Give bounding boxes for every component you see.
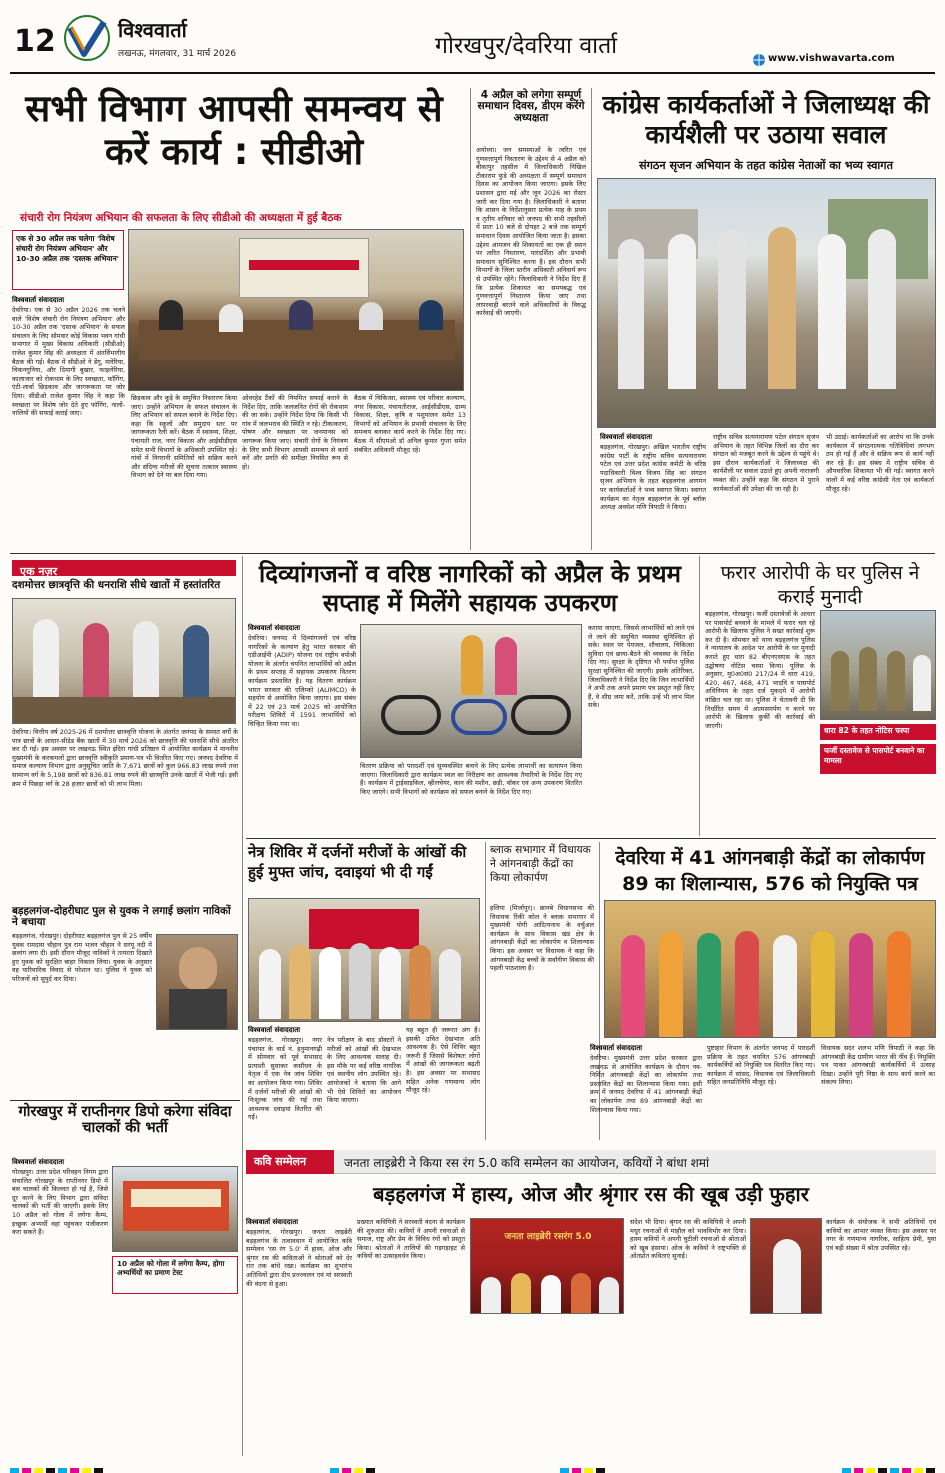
munadi-headline: फरार आरोपी के घर पुलिस ने कराई मुनादी — [720, 562, 920, 608]
divider — [242, 556, 243, 1456]
ek-nazar-text: एक नज़र — [20, 565, 58, 578]
kavi-tag — [246, 1150, 334, 1174]
page-number: 12 — [14, 24, 56, 59]
color-bar-mid — [330, 1468, 605, 1473]
scholarship-photo — [12, 598, 236, 724]
cdo-col3: ओवरहेड टैंकों की नियमित सफाई कराने के निर्देश दिए, ताकि जलजनित रोगों की रोकथाम की जा सके। उन्होंने निर्देश दिया कि किसी भी गांव में जलभराव की स्थिति न रहे। टीकाकरण, पोषण और स्वच्छता पर जनमानस को जागरूक किया जाए। संचारी रोगों के नियंत्रण के लिए सभी विभाग आपसी समन्वय से कार्य करें और प्रगति की समीक्षा नियमित रूप से हो। — [242, 394, 348, 471]
munadi-box1 — [820, 724, 936, 740]
divyang-col3: कराया जाएगा, जिससे लाभार्थियों को लाने एवं ले जाने की समुचित व्यवस्था सुनिश्चित हो सके। स्थल पर पेयजल, शौचालय, चिकित्सा सुविधा एवं छाया-बैठने की व्यवस्था के निर्देश दिए गए। सुरक्षा के दृष्टिगत भी पर्याप्त पुलिस सुरक्षा सुनिश्चित की जाएगी। इसके अतिरिक्त, जिलाधिकारी ने निर्देश दिए कि जिन लाभार्थियों ने अभी तक अपने प्रमाण पत्र प्रस्तुत नहीं किए हैं, वे शीघ्र जमा करें, ताकि उन्हें भी लाभ मिल सके। — [588, 624, 694, 710]
congress-headline: कांग्रेस कार्यकर्ताओं ने जिलाध्यक्ष की कार्यशैली पर उठाया सवाल — [602, 90, 930, 149]
website[interactable]: www.vishwavarta.com — [768, 53, 895, 64]
anganwadi-deoria-col2: पुष्टाहार विभाग के अंतर्गत जनपद में पारदर्शी प्रक्रिया के तहत चयनित 576 आंगनबाड़ी कार्यकर्त्रियों को नियुक्ति पत्र वितरित किए गए। कार्यक्रम में सांसद, विधायक एवं जिलाधिकारी सहित जनप्रतिनिधि मौजूद रहे। — [707, 1044, 815, 1087]
section-title: गोरखपुर/देवरिया वार्ता — [435, 33, 618, 59]
congress-byline: विश्ववार्ता संवाददाता — [600, 433, 653, 441]
depot-box — [112, 1256, 238, 1294]
depot-photo — [112, 1166, 238, 1252]
divyang-col1: देवरिया। जनपद में दिव्यांगजनों एवं वरिष्ठ नागरिकों के कल्याण हेतु भारत सरकार की एडीआईपी (ADIP) योजना एवं राष्ट्रीय वयोश्री योजना के अंतर्गत चयनित लाभार्थियों को अप्रैल के प्रथम सप्ताह में सहायक उपकरण वितरण कार्यक्रम प्रस्तावित है। यह वितरण कार्यक्रम भारत सरकार की एलिम्को (ALIMCO) के सहयोग से आयोजित किया जाएगा। इस संबंध में 22 एवं 23 मार्च 2025 को आयोजित परीक्षण शिविरों में 1591 लाभार्थियों को चिन्हित किया गया था। — [248, 634, 356, 728]
anganwadi-deoria-byline: विश्ववार्ता संवाददाता — [590, 1044, 643, 1052]
munadi-box1-text: धारा 82 के तहत नोटिस चस्पा — [824, 726, 910, 735]
depot-text: गोरखपुर। उत्तर प्रदेश परिवहन निगम द्वारा संचालित गोरखपुर के राप्तीनगर डिपो में बस चालकों की किल्लत हो गई है, जिसे दूर करने के लिए विभाग द्वारा संविदा चालकों की भर्ती की जाएगी। इसके लिए 10 अप्रैल को गोला में लगेगा कैम्प, इच्छुक अभ्यर्थी वहां पहुंचकर पंजीकरण करा सकते हैं। — [12, 1168, 108, 1237]
congress-photo — [597, 178, 936, 428]
kavi-banner-text: जनता लाइब्रेरी रसरंग 5.0 — [504, 1232, 592, 1242]
paper-name: विश्ववार्ता — [118, 18, 187, 42]
divider — [591, 88, 592, 550]
munadi-box2-text: फर्जी दस्तावेज से पासपोर्ट बनवाने का मामला — [824, 746, 925, 765]
cdo-box-text: एक से 30 अप्रैल तक चलेगा 'विशेष संचारी रोग नियंत्रण अभियान' और 10-30 अप्रैल तक 'दस्तक अभियान' — [16, 234, 119, 263]
munadi-photo — [820, 610, 936, 720]
cdo-subhead: संचारी रोग नियंत्रण अभियान की सफलता के लिए सीडीओ की अध्यक्षता में हुई बैठक — [20, 212, 342, 224]
ek-nazar-label — [12, 560, 236, 576]
kavi-photo — [470, 1218, 624, 1314]
eye-byline: विश्ववार्ता संवाददाता — [248, 1026, 301, 1034]
congress-col2: राष्ट्रीय सचिव सत्यनारायण पटेल संगठन सृजन अभियान के तहत विभिन्न जिलों का दौरा कर संगठन को मजबूत करने के उद्देश्य से पहुंचे थे। इस दौरान कार्यकर्ताओं ने जिलाध्यक्ष की कार्यशैली पर सवाल उठाते हुए अपनी नाराजगी व्यक्त की। उन्होंने कहा कि संगठन में पुराने कार्यकर्ताओं की उपेक्षा की जा रही है। — [713, 433, 819, 493]
kavi-col1: बड़हलगंज, गोरखपुर। जनता लाइब्रेरी बड़हलगंज के तत्वावधान में आयोजित कवि सम्मेलन 'रस रंग 5.0' में हास्य, ओज और श्रृंगार रस की कविताओं ने श्रोताओं को देर रात तक बांधे रखा। कार्यक्रम का शुभारंभ अतिथियों द्वारा दीप प्रज्ज्वलन एवं मां सरस्वती की वंदना से हुआ। — [246, 1228, 352, 1288]
divider — [246, 838, 936, 839]
munadi-text: बड़हलगंज, गोरखपुर। फर्जी दस्तावेजों के आधार पर पासपोर्ट बनवाने के मामले में फरार चल रहे आरोपी के खिलाफ पुलिस ने सख्त कार्रवाई शुरू कर दी है। सोमवार को थाना बड़हलगंज पुलिस ने न्यायालय के आदेश पर आरोपी के घर मुनादी कराते हुए धारा 82 बीएनएसएस के तहत उद्घोषणा नोटिस चस्पा किया। पुलिस के अनुसार, मु0अ0सं0 217/24 में धारा 419, 420, 467, 468, 471 भादवि व पासपोर्ट अधिनियम के तहत दर्ज मुकदमे में आरोपी वांछित चल रहा था। पुलिस ने चेतावनी दी कि निर्धारित समय में आत्मसमर्पण न करने पर आरोपी के खिलाफ कुर्की की कार्रवाई की जाएगी। — [705, 610, 815, 730]
bridge-headline: बड़हलगंज-दोहरीघाट पुल से युवक ने लगाई छलांग नाविकों ने बचाया — [12, 905, 231, 929]
anganwadi-block-text: हलिया (मिर्जापुर)। छानबे विधानसभा की विधायक रिंकी कोल ने ब्लाक सभागार में मुख्यमंत्री योगी आदित्यनाथ के वर्चुअल कार्यक्रम के साथ विकास खंड क्षेत्र के आंगनबाड़ी केंद्रों का लोकार्पण व शिलान्यास किया। इस अवसर पर विधायक ने कहा कि आंगनबाड़ी केंद्र बच्चों के सर्वांगीण विकास की पहली पाठशाला है। — [490, 904, 594, 973]
cdo-col2: छिड़काव और कूड़े के समुचित निस्तारण किया जाए। उन्होंने अभियान के सफल संचालन के लिए अभियान को सफल बनाने के निर्देश दिए। कहा कि स्कूलों और समुदाय स्तर पर जागरूकता रैली करें। बैठक में स्वास्थ्य, शिक्षा, पंचायती राज, नगर विकास और आईसीडीएस समेत सभी विभागों के अधिकारी उपस्थित रहे। गांवों में निगरानी समितियों को सक्रिय करने और संदिग्ध मरीजों की सूचना तत्काल स्वास्थ्य विभाग को देने पर बल दिया गया। — [131, 394, 237, 480]
anganwadi-block-headline: ब्लाक सभागार में विधायक ने आंगनबाड़ी केंद्रों का किया लोकार्पण — [490, 844, 591, 884]
cdo-meeting-photo — [128, 229, 464, 391]
divyang-col2: वितरण प्रक्रिया को पारदर्शी एवं सुव्यवस्थित बनाने के लिए प्रत्येक लाभार्थी का सत्यापन किया जाएगा। जिलाधिकारी द्वारा कार्यक्रम स्थल का निरीक्षण कर आवश्यक तैयारियों के निर्देश दिए गए हैं। कार्यक्रम में ट्राईसाइकिल, व्हीलचेयर, कान की मशीन, छड़ी, वॉकर एवं अन्य उपकरण वितरित किए जाएंगे। सभी विभागों को कार्यक्रम को सफल बनाने के निर्देश दिए गए। — [360, 762, 582, 796]
color-bar-right — [842, 1468, 935, 1473]
divyang-headline: दिव्यांगजनों व वरिष्ठ नागरिकों को अप्रैल के प्रथम सप्ताह में मिलेंगे सहायक उपकरण — [259, 560, 681, 617]
scholarship-text: देवरिया। वित्तीय वर्ष 2025-26 में दशमोत्तर छात्रवृत्ति योजना के अंतर्गत जनपद के समस्त वर्गों के पात्र छात्रों के आधार-सीडेड बैंक खातों में 30 मार्च 2026 को छात्रवृत्ति की धनराशि सीधे अंतरित कर दी गई। इस अवसर पर लखनऊ स्थित इंदिरा गांधी प्रतिष्ठान में आयोजित कार्यक्रम में माननीय मुख्यमंत्री के करकमलों द्वारा छात्रवृत्ति स्वीकृति प्रमाण-पत्र भी वितरित किए गए। जनपद देवरिया में समाज कल्याण विभाग द्वारा अनुसूचित जाति के 7,671 छात्रों को कुल 966.83 लाख रुपये तथा सामान्य वर्ग के 5,198 छात्रों को 836.81 लाख रुपये की छात्रवृत्ति उनके खातों में भेजी गई। इसी क्रम में पिछड़ा वर्ग के 28 हजार छात्रों को भी लाभ मिला। — [12, 728, 238, 788]
logo — [62, 14, 112, 62]
divider — [10, 1100, 240, 1101]
munadi-box2 — [820, 744, 936, 774]
kavi-byline: विश्ववार्ता संवाददाता — [246, 1218, 299, 1226]
kavi-headline: बड़हलगंज में हास्य, ओज और श्रृंगार रस की खूब उड़ी फुहार — [373, 1182, 809, 1206]
eye-col1: बड़हलगंज, गोरखपुर। नगर पंचायत के वार्ड नं. हनुमानगढ़ी में सोमवार को पूर्व सभासद प्रत्याशी सुधाकर कसौधन के नेतृत्व में एक नेत्र जांच शिविर का आयोजन किया गया। शिविर में दर्जनों मरीजों की आंखों की निःशुल्क जांच की गई तथा आवश्यक दवाइयां वितरित की गईं। — [248, 1036, 322, 1122]
bridge-photo — [156, 934, 238, 1030]
kavi-photo-2 — [750, 1218, 822, 1314]
depot-headline: गोरखपुर में राप्तीनगर डिपो करेगा संविदा चालकों की भर्ती — [18, 1103, 232, 1136]
scholarship-headline: दशमोत्तर छात्रवृत्ति की धनराशि सीधे खातों में हस्तांतरित — [12, 579, 221, 591]
anganwadi-deoria-headline: देवरिया में 41 आंगनबाड़ी केंद्रों का लोकार्पण 89 का शिलान्यास, 576 को नियुक्ति पत्र — [615, 847, 925, 895]
anganwadi-deoria-col1: देवरिया। मुख्यमंत्री उत्तर प्रदेश सरकार द्वारा लखनऊ से आयोजित कार्यक्रम के दौरान नव-निर्मित आंगनबाड़ी केंद्रों का लोकार्पण तथा प्रस्तावित केंद्रों का शिलान्यास किया गया। इसी क्रम में जनपद देवरिया में 41 आंगनबाड़ी केंद्रों का लोकार्पण तथा 89 आंगनबाड़ी केंद्रों का शिलान्यास किया गया। — [590, 1054, 702, 1114]
color-bar-left — [10, 1468, 103, 1473]
kavi-kicker-text: जनता लाइब्रेरी ने किया रस रंग 5.0 कवि सम्मेलन का आयोजन, कवियों ने बांधा शमां — [344, 1156, 710, 1170]
cdo-byline: विश्ववार्ता संवाददाता — [12, 296, 65, 304]
cdo-col4: बैठक में चिकित्सा, स्वास्थ्य एवं परिवार कल्याण, नगर विकास, पंचायतीराज, आईसीडीएस, ग्राम्य विकास, शिक्षा, कृषि व पशुपालन समेत 13 विभागों को अभियान के प्रभावी संचालन के लिए समन्वय बनाकर कार्य करने के निर्देश दिए गए। बैठक में सीएमओ डॉ अनिल कुमार गुप्ता समेत संबंधित अधिकारी मौजूद रहे। — [354, 394, 466, 454]
anganwadi-deoria-col3: विधायक सदर शलभ मणि त्रिपाठी ने कहा कि आंगनबाड़ी केंद्र ग्रामीण भारत की नींव हैं। नियुक्ति पत्र पाकर आंगनबाड़ी कार्यकर्त्रियों में उत्साह दिखा। उन्होंने पूरी निष्ठा के साथ कार्य करने का संकल्प लिया। — [821, 1044, 935, 1087]
kavi-tag-text: कवि सम्मेलन — [254, 1155, 307, 1168]
masthead-rule — [10, 72, 935, 74]
divider — [470, 88, 471, 550]
congress-subhead: संगठन सृजन अभियान के तहत कांग्रेस नेताओं का भव्य स्वागत — [639, 159, 893, 172]
divyang-photo — [360, 624, 582, 758]
kavi-col3: संदेश भी दिया। श्रृंगार रस की कवियित्री ने अपनी मधुर रचनाओं से माहौल को भावविभोर कर दिया। हास्य कवियों ने अपनी चुटीली रचनाओं से श्रोताओं को खूब हंसाया। ओज के कवियों ने राष्ट्रभक्ति से ओतप्रोत कविताएं सुनाईं। — [630, 1218, 746, 1261]
cdo-col1: देवरिया। एक से 30 अप्रैल 2026 तक चलने वाले 'विशेष संचारी रोग नियंत्रण अभियान' और 10-30 अप्रैल तक 'दस्तक अभियान' के सफल संचालन के लिए सोमवार कोई विकास भवन गांधी सभागार में मुख्य विकास अधिकारी (सीडीओ) राजेश कुमार सिंह की अध्यक्षता में अंतर्विभागीय बैठक की गई। बैठक में सीडीओ ने डेंगू, मलेरिया, चिकनगुनिया, और दिमागी बुखार, फाइलेरिया, कालाजार को रोकथाम के लिए स्वच्छता, फॉगिंग, एंटी-लार्वा छिड़काव और जागरूकता पर जोर दिया। सीडीओ राजेश कुमार सिंह ने कहा कि स्वच्छता पर विशेष जोर देते हुए फॉगिंग, नालों-नालियों की सफाई कराई जाए। — [12, 306, 125, 418]
web-icon — [752, 52, 766, 66]
depot-byline: विश्ववार्ता संवाददाता — [12, 1158, 65, 1166]
logo-icon — [62, 14, 112, 62]
samadhan-text: अयोध्या। जन समस्याओं के त्वरित एवं गुणवत्तापूर्ण निस्तारण के उद्देश्य से 4 अप्रैल को बीकापुर तहसील में जिलाधिकारी निखिल टीकाराम फुंडे की अध्यक्षता में सम्पूर्ण समाधान दिवस का आयोजन किया जाएगा। इसके लिए प्रशासन द्वारा मई और जून 2026 का रोस्टर जारी कर दिया गया है। जिलाधिकारी ने बताया कि शासन के निर्देशानुसार प्रत्येक माह के प्रथम व तृतीय शनिवार को जनपद की सभी तहसीलों में प्रातः 10 बजे से दोपहर 2 बजे तक सम्पूर्ण समाधान दिवस आयोजित किया जाता है। इसका उद्देश्य आमजन की शिकायतों का एक ही स्थान पर त्वरित निस्तारण, पारदर्शिता और प्रभावी समाधान सुनिश्चित करना है। इस दौरान सभी विभागों के जिला स्तरीय अधिकारी अनिवार्य रूप से उपस्थित रहेंगे। जिलाधिकारी ने निर्देश दिए हैं कि प्रत्येक शिकायत का समयबद्ध एवं गुणवत्तापूर्ण निस्तारण किया जाए तथा लापरवाही बरतने वाले अधिकारियों के विरुद्ध कार्रवाई की जाएगी। — [476, 146, 586, 318]
dateline: लखनऊ, मंगलवार, 31 मार्च 2026 — [118, 49, 237, 59]
anganwadi-deoria-photo — [604, 900, 936, 1038]
kavi-kicker — [334, 1150, 936, 1174]
masthead — [0, 0, 945, 78]
eye-col3: यह बहुत ही जरूरत अंग है। इसकी उचित देखभाल अति आवश्यक है। ऐसे शिविर बहुत जरूरी हैं जिससे बिशेषतः लोगों में आंखों की जागरूकता बढ़ती है। इस अवसर पर सभासद सहित अनेक गणमान्य लोग मौजूद रहे। — [406, 1026, 480, 1095]
cdo-box — [12, 230, 124, 290]
cdo-headline: सभी विभाग आपसी समन्वय से करें कार्य : सीडीओ — [25, 87, 443, 173]
eye-photo — [248, 898, 480, 1022]
congress-col3: भी उठाई। कार्यकर्ताओं का आरोप था कि उनके कार्यकाल में संगठनात्मक गतिविधियां लगभग ठप हो गई हैं और वे सक्रिय रूप से कार्य नहीं कर रहे हैं। इस संबंध में राष्ट्रीय सचिव से औपचारिक शिकायत भी की गई। स्वागत करने वालों में कई वरिष्ठ कांग्रेसी नेता एवं कार्यकर्ता मौजूद रहे। — [826, 433, 934, 493]
depot-box-text: 10 अप्रैल को गोला में लगेगा कैम्प, होगा अभ्यर्थियों का प्रमाण टेस्ट — [117, 1259, 225, 1278]
divider — [699, 556, 700, 836]
kavi-col4: कार्यक्रम के संयोजक ने सभी अतिथियों एवं कवियों का आभार व्यक्त किया। इस अवसर पर नगर के गणमान्य नागरिक, साहित्य प्रेमी, युवा एवं बड़ी संख्या में श्रोता उपस्थित रहे। — [826, 1218, 936, 1252]
divider — [10, 553, 935, 554]
divyang-byline: विश्ववार्ता संवाददाता — [248, 624, 301, 632]
eye-headline: नेत्र शिविर में दर्जनों मरीजों के आंखों की हुई मुफ्त जांच, दवाइयां भी दी गईं — [248, 843, 467, 881]
eye-col2: नेत्र परीक्षण के बाद डॉक्टरों ने मरीजों को आंखों की देखभाल के लिए आवश्यक सलाह दी। इस मौके पर कई वरिष्ठ नागरिक एवं स्थानीय लोग उपस्थित रहे। आयोजकों ने बताया कि आगे भी ऐसे शिविरों का आयोजन किया जाएगा। — [327, 1036, 401, 1105]
samadhan-headline: 4 अप्रैल को लगेगा सम्पूर्ण समाधान दिवस, डीएम करेंगे अध्यक्षता — [477, 89, 585, 124]
congress-col1: बड़हलगंज, गोरखपुर। अखिल भारतीय राष्ट्रीय कांग्रेस पार्टी के राष्ट्रीय सचिव सत्यनारायण पटेल एवं उत्तर प्रदेश कांग्रेस कमेटी के वरिष्ठ पदाधिकारी विश्व विजय सिंह का संगठन सृजन अभियान के तहत बड़हलगंज आगमन पर कार्यकर्ताओं ने भव्य स्वागत किया। स्वागत कार्यक्रम का नेतृत्व बड़हलगंज के पूर्व ब्लॉक अध्यक्ष अवधेश मणि त्रिपाठी ने किया। — [600, 443, 706, 512]
divider — [485, 842, 486, 1140]
bridge-text: बड़हलगंज, गोरखपुर। दोहरीघाट बड़हलगंज पुल से 25 वर्षीय युवक रामदास चौहान पुत्र राम भजन चौहान ने सरयू नदी में छलांग लगा दी। इसी दौरान मौजूद नाविकों ने तत्परता दिखाते हुए युवक को सुरक्षित बाहर निकाल लिया। युवक के अनुसार वह पारिवारिक विवाद से परेशान था। पुलिस ने युवक को परिजनों को सुपुर्द कर दिया। — [12, 932, 152, 983]
kavi-col2: प्रख्यात कवियित्री ने सरस्वती वंदना से कार्यक्रम की शुरुआत की। कवियों ने अपनी रचनाओं से समाज, राष्ट्र और प्रेम के विविध रंगों को प्रस्तुत किया। श्रोताओं ने तालियों की गड़गड़ाहट से कवियों का उत्साहवर्धन किया। — [357, 1218, 465, 1261]
registration-marks — [0, 1462, 945, 1473]
